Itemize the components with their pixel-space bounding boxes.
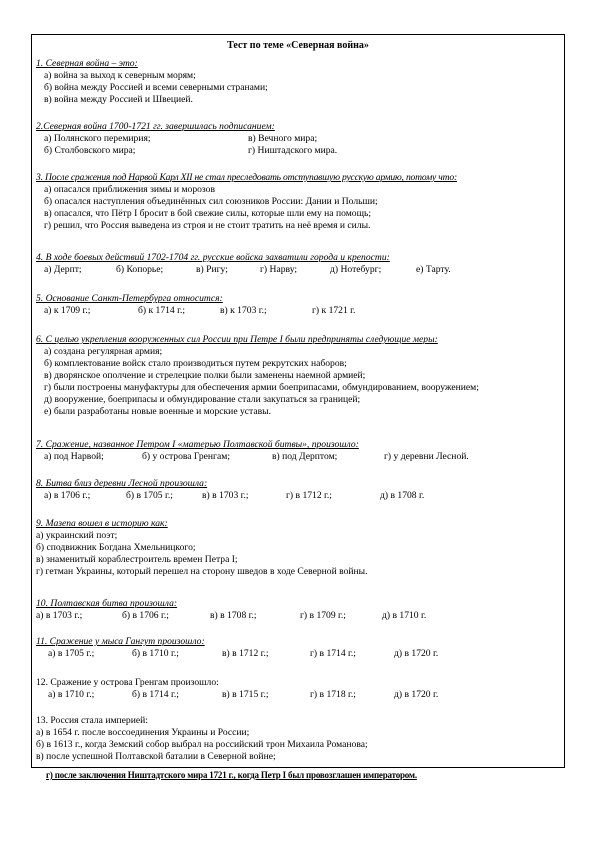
answer-option: в) в 1708 г.; — [210, 610, 257, 621]
question-text: 13. Россия стала империей: — [36, 715, 148, 726]
answer-option: г) к 1721 г. — [312, 305, 356, 316]
answer-option: в) война между Россией и Швецией. — [44, 94, 193, 105]
answer-option: д) в 1720 г. — [394, 648, 439, 659]
answer-option: д) в 1708 г. — [380, 490, 425, 501]
question-text: 3. После сражения под Нарвой Карл XII не стал преследовать отступавшую русскую армию, потому что: — [36, 172, 457, 183]
answer-option: д) Нотебург; — [330, 264, 382, 275]
question-11 — [36, 636, 564, 660]
answer-option: в) Ригу; — [196, 264, 228, 275]
question-text: 6. С целью укрепления вооруженных сил России при Петре I были предприняты следующие меры: — [36, 334, 438, 345]
answer-option: б) в 1714 г.; — [132, 689, 179, 700]
answer-option: б) сподвижник Богдана Хмельницкого; — [36, 542, 196, 553]
answer-option: а) в 1706 г.; — [44, 490, 91, 501]
answer-option: в) после успешной Полтавской баталии в Северной войне; — [36, 751, 276, 762]
question-10 — [36, 598, 564, 622]
answer-option: г) гетман Украины, который перешел на сторону шведов в ходе Северной войны. — [36, 566, 368, 577]
answer-option: д) вооружение, боеприпасы и обмундирование стали закупаться за границей; — [44, 394, 361, 405]
answer-option: д) в 1720 г. — [394, 689, 439, 700]
answer-option: а) в 1703 г.; — [36, 610, 83, 621]
answer-option: в) в 1712 г.; — [222, 648, 269, 659]
question-text: 11. Сражение у мыса Гангут произошло: — [36, 636, 205, 647]
answer-option: г) решил, что Россия выведена из строя и не стоит тратить на неё время и силы. — [44, 220, 371, 231]
answer-option: б) опасался наступления объединённых сил союзников России: Дании и Польши; — [44, 196, 378, 207]
answer-option: а) в 1654 г. после воссоединения Украины и России; — [36, 727, 250, 738]
answer-option: е) Тарту. — [416, 264, 451, 275]
answer-option: г) в 1718 г.; — [310, 689, 356, 700]
answer-option: б) война между Россией и всеми северными странами; — [44, 82, 268, 93]
answer-option: в) в 1703 г.; — [202, 490, 249, 501]
answer-option: а) к 1709 г.; — [44, 305, 91, 316]
question-8 — [36, 478, 564, 502]
answer-option: б) в 1706 г.; — [122, 610, 169, 621]
answer-option: в) под Дерптом; — [272, 451, 338, 462]
question-3 — [36, 172, 564, 232]
question-1 — [36, 58, 564, 106]
answer-option: б) в 1613 г., когда Земский собор выбрал на российский трон Михаила Романова; — [36, 739, 368, 750]
answer-option: г) Нарву; — [260, 264, 298, 275]
answer-option: г) Ништадского мира. — [248, 145, 338, 156]
answer-option: б) в 1705 г.; — [126, 490, 173, 501]
answer-option: а) в 1710 г.; — [48, 689, 95, 700]
answer-option: в) Вечного мира; — [248, 133, 318, 144]
answer-option: б) Столбовского мира; — [44, 145, 136, 156]
answer-option-overflow: г) после заключения Ништадтского мира 1721 г., когда Петр I был провозглашен императором. — [46, 770, 417, 780]
answer-option: е) были разработаны новые военные и морские уставы. — [44, 406, 271, 417]
question-5 — [36, 293, 564, 317]
answer-option: б) к 1714 г.; — [138, 305, 186, 316]
question-text: 1. Северная война – это: — [36, 58, 138, 69]
page-title: Тест по теме «Северная война» — [227, 40, 369, 51]
answer-option: б) у острова Гренгам; — [142, 451, 230, 462]
question-text: 5. Основание Санкт-Петербурга относится: — [36, 293, 223, 304]
answer-option: а) война за выход к северным морям; — [44, 70, 196, 81]
answer-option: г) в 1712 г.; — [286, 490, 332, 501]
answer-option: а) под Нарвой; — [44, 451, 104, 462]
question-text: 7. Сражение, названное Петром I «матерью Полтавской битвы», произошло: — [36, 439, 359, 450]
question-12 — [36, 677, 564, 701]
question-13 — [36, 715, 564, 763]
answer-option: в) к 1703 г.; — [220, 305, 267, 316]
answer-option: в) дворянское ополчение и стрелецкие полки были заменены наемной армией; — [44, 370, 366, 381]
answer-option: в) опасался, что Пётр I бросит в бой свежие силы, которые шли ему на помощь; — [44, 208, 371, 219]
answer-option: г) в 1709 г.; — [300, 610, 346, 621]
answer-option: г) в 1714 г.; — [310, 648, 356, 659]
answer-option: в) в 1715 г.; — [222, 689, 269, 700]
question-text: 2.Северная война 1700-1721 гг. завершилась подписанием: — [36, 121, 275, 132]
answer-option: а) украинский поэт; — [36, 530, 118, 541]
question-9 — [36, 518, 564, 578]
answer-option: а) в 1705 г.; — [48, 648, 95, 659]
question-2 — [36, 121, 564, 157]
question-text: 8. Битва близ деревни Лесной произошла: — [36, 478, 208, 489]
question-4 — [36, 252, 564, 276]
answer-option: б) Копорье; — [116, 264, 164, 275]
answer-option: б) комплектование войск стало производиться путем рекрутских наборов; — [44, 358, 347, 369]
question-7 — [36, 439, 564, 463]
answer-option: а) Полянского перемирия; — [44, 133, 151, 144]
question-text: 9. Мазепа вошел в историю как: — [36, 518, 168, 529]
answer-option: б) в 1710 г.; — [132, 648, 179, 659]
answer-option: а) опасался приближения зимы и морозов — [44, 184, 215, 195]
answer-option: а) создана регулярная армия; — [44, 346, 163, 357]
question-text: 4. В ходе боевых действий 1702-1704 гг. русские войска захватили города и крепости: — [36, 252, 390, 263]
answer-option: в) знаменитый кораблестроитель времен Петра I; — [36, 554, 238, 565]
answer-option: д) в 1710 г. — [382, 610, 427, 621]
answer-option: а) Дерпт; — [44, 264, 82, 275]
question-6 — [36, 334, 564, 418]
question-text: 10. Полтавская битва произошла: — [36, 598, 178, 609]
question-text: 12. Сражение у острова Гренгам произошло: — [36, 677, 219, 688]
answer-option: г) у деревни Лесной. — [384, 451, 469, 462]
answer-option: г) были построены мануфактуры для обеспечения армии боеприпасами, обмундированием, вооружением; — [44, 382, 479, 393]
